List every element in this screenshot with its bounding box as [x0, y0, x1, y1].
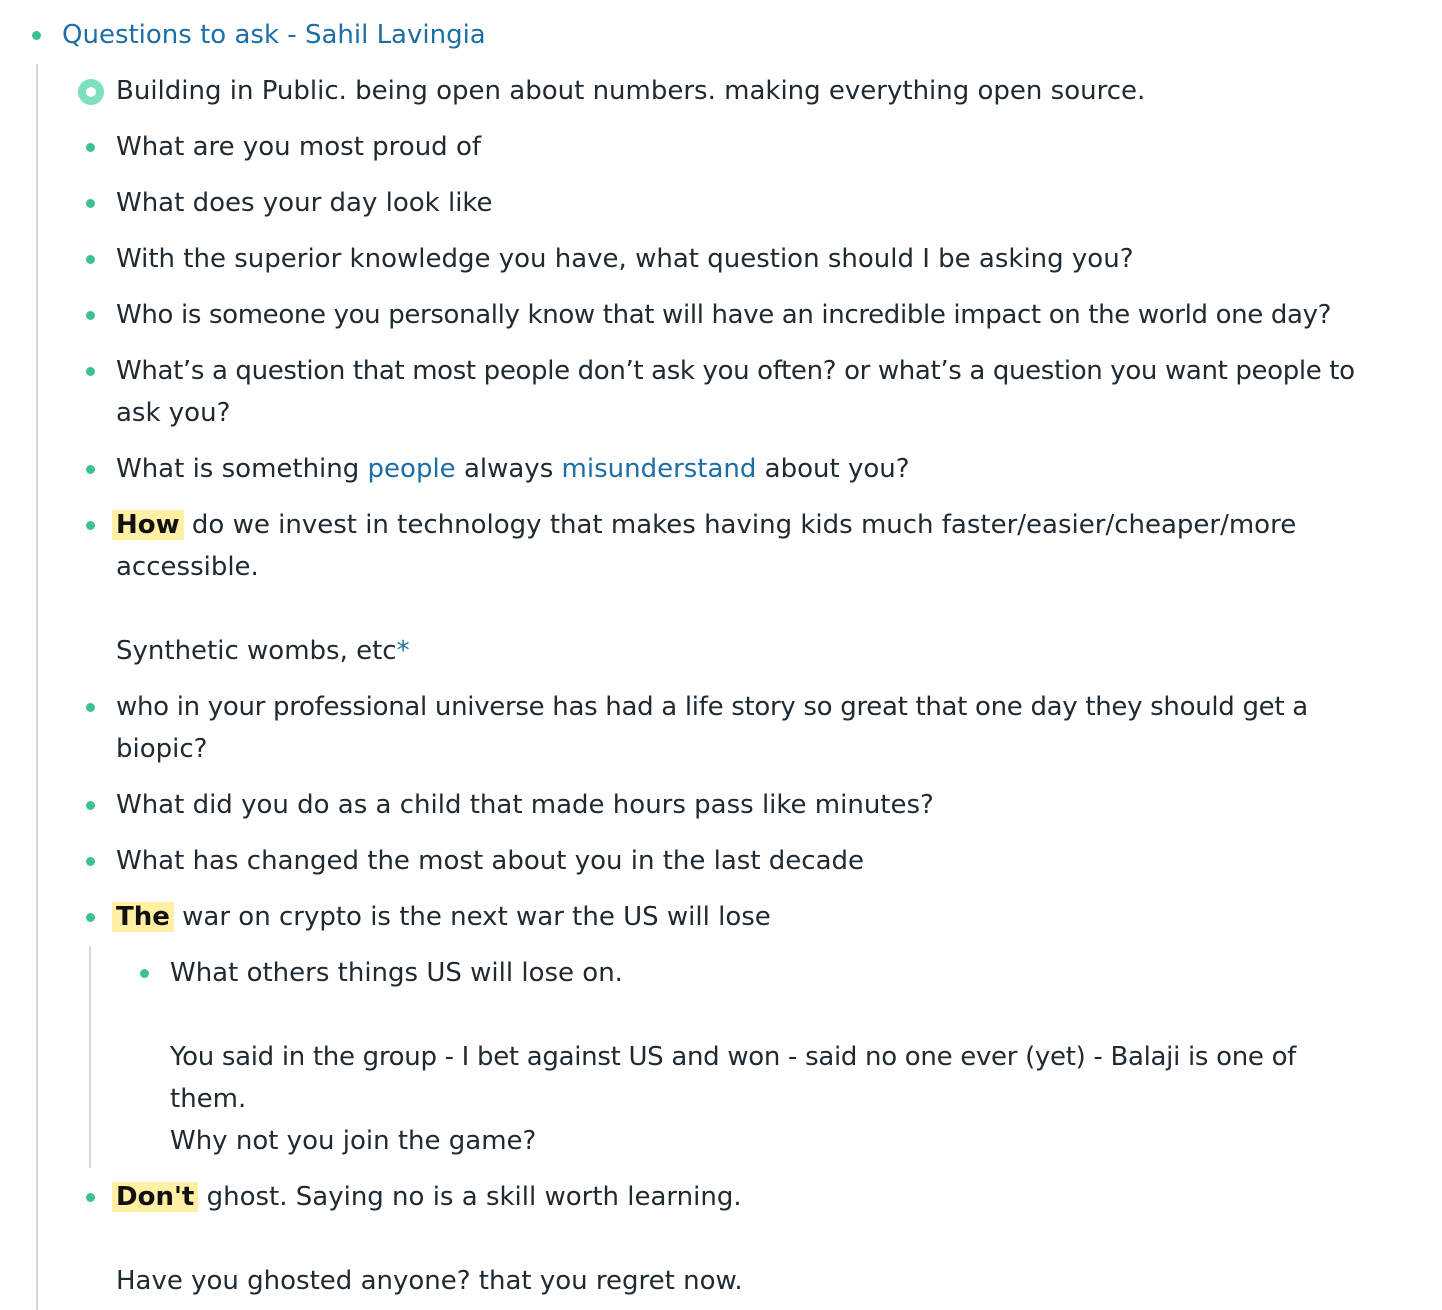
bullet[interactable] [86, 913, 95, 922]
highlighted-word: Don't [112, 1182, 198, 1212]
bullet[interactable] [86, 465, 95, 474]
list-item[interactable]: With the superior knowledge you have, what question should I be asking you? [116, 244, 1134, 274]
list-item[interactable] [116, 896, 771, 938]
list-item[interactable]: What’s a question that most people don’t ask you often? or what’s a question you want people to [116, 356, 1355, 386]
nested-list-item-continuation[interactable]: Why not you join the game? [170, 1126, 537, 1156]
list-item-continuation[interactable] [116, 630, 410, 672]
people-link[interactable]: people [367, 454, 456, 484]
item-text: about you? [756, 454, 910, 484]
nested-bullet[interactable] [140, 969, 149, 978]
list-item-continuation[interactable]: Have you ghosted anyone? that you regret now. [116, 1266, 743, 1296]
bullet[interactable] [86, 143, 95, 152]
nested-list-item-continuation[interactable]: them. [170, 1084, 247, 1114]
list-item[interactable]: Who is someone you personally know that will have an incredible impact on the world one day? [116, 300, 1332, 330]
bullet[interactable] [86, 255, 95, 264]
highlighted-word: The [112, 902, 174, 932]
list-item[interactable]: who in your professional universe has had a life story so great that one day they should get a [116, 692, 1308, 722]
bullet[interactable] [86, 521, 95, 530]
list-item[interactable]: Building in Public. being open about numbers. making everything open source. [116, 76, 1146, 106]
bullet[interactable] [86, 801, 95, 810]
bullet[interactable] [86, 1193, 95, 1202]
collapsed-bullet[interactable] [78, 79, 104, 105]
nested-list-item-continuation[interactable]: You said in the group - I bet against US and won - said no one ever (yet) - Balaji is one of [170, 1042, 1297, 1072]
nested-list-item[interactable]: What others things US will lose on. [170, 958, 623, 988]
item-text: What is something [116, 454, 368, 484]
item-text: Synthetic wombs, etc [116, 636, 397, 666]
list-item[interactable]: What has changed the most about you in the last decade [116, 846, 865, 876]
bullet[interactable] [86, 703, 95, 712]
sahil-lavingia-link[interactable]: Sahil Lavingia [304, 20, 486, 50]
list-item-continuation[interactable]: biopic? [116, 734, 208, 764]
bullet[interactable] [86, 311, 95, 320]
list-item[interactable] [116, 448, 910, 490]
item-text: ghost. Saying no is a skill worth learning. [198, 1182, 742, 1212]
title-separator: - [279, 20, 305, 50]
list-item[interactable]: What are you most proud of [116, 132, 482, 162]
item-text: war on crypto is the next war the US will lose [173, 902, 771, 932]
root-title [62, 14, 486, 56]
asterisk-link[interactable]: * [396, 636, 410, 666]
list-item[interactable] [116, 1176, 742, 1218]
highlighted-word: How [112, 510, 184, 540]
item-text: do we invest in technology that makes having kids much faster/easier/cheaper/more [183, 510, 1297, 540]
list-item-continuation[interactable]: ask you? [116, 398, 231, 428]
bullet[interactable] [86, 857, 95, 866]
misunderstand-link[interactable]: misunderstand [561, 454, 757, 484]
list-item[interactable]: What does your day look like [116, 188, 493, 218]
list-item[interactable]: What did you do as a child that made hours pass like minutes? [116, 790, 934, 820]
item-text: always [455, 454, 562, 484]
bullet[interactable] [86, 367, 95, 376]
bullet[interactable] [86, 199, 95, 208]
questions-to-ask-link[interactable]: Questions to ask [62, 20, 280, 50]
list-item[interactable] [116, 504, 1296, 546]
list-item-continuation[interactable]: accessible. [116, 552, 259, 582]
children-guide-line [36, 64, 38, 1310]
root-bullet[interactable] [32, 31, 41, 40]
nested-guide-line [89, 946, 91, 1168]
